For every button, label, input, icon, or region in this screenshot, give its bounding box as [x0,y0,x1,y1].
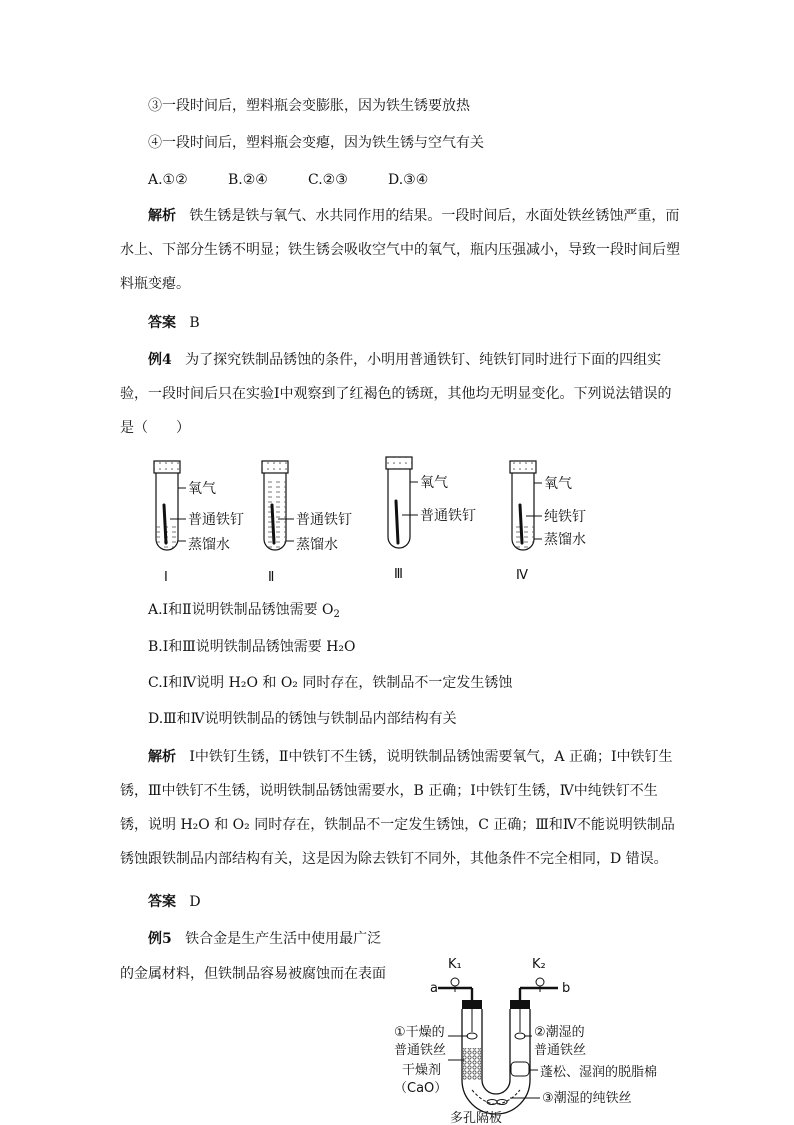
example-5-line2: 的金属材料，但铁制品容易被腐蚀而在表面 [120,966,386,982]
tube-4-roman: Ⅳ [516,568,528,583]
tube-1-roman: Ⅰ [164,570,168,585]
ex4-answer-label: 答案 [148,894,176,910]
example-5-label: 例5 [148,931,172,947]
tube-2-label-water: 蒸馏水 [296,537,338,553]
left-label-3: 干燥剂 [402,1063,442,1078]
tube-3-roman: Ⅲ [394,567,403,582]
analysis-label: 解析 [148,208,176,224]
answer-label: 答案 [148,315,176,331]
port-b-label: b [562,981,571,996]
tube-3-label-nail: 普通铁钉 [420,508,476,524]
right-label-4: ③潮湿的纯铁丝 [542,1091,632,1106]
option-b: B.②④ [228,172,268,188]
ex4-analysis-text: Ⅰ中铁钉生锈，Ⅱ中铁钉不生锈，说明铁制品锈蚀需要氧气，A 正确；Ⅰ中铁钉生锈，Ⅲ中铁钉不生锈，说明铁制品锈蚀需要水，B 正确；Ⅰ中铁钉生锈，Ⅳ中纯铁钉不生锈，说明 H₂O 和 O₂ 同时存在，铁制品不一定发生锈蚀，C 正确；Ⅲ和Ⅳ不能说明铁制品锈蚀跟铁制品内部结构有关，这是因为除去铁钉不同外，其他条件不完全相同，D 错误。 [120,749,675,867]
port-a-label: a [430,981,438,996]
option-d: D.③④ [388,172,429,188]
valve-k2-label: K₂ [532,957,546,972]
bottom-label: 多孔隔板 [450,1111,503,1125]
right-label-3: 蓬松、湿润的脱脂棉 [540,1065,658,1080]
analysis-q3 [120,199,680,301]
statement-4: ④一段时间后，塑料瓶会变瘪，因为铁生锈与空气有关 [148,135,484,151]
options-row [148,170,468,190]
tube-3 [386,457,476,582]
tube-2 [262,461,352,585]
tube-2-label-nail: 普通铁钉 [296,512,352,528]
ex4-option-d: D.Ⅲ和Ⅳ说明铁制品的锈蚀与铁制品内部结构有关 [148,711,457,727]
test-tube-figure [140,455,610,590]
example-4-text: 为了探究铁制品锈蚀的条件，小明用普通铁钉、纯铁钉同时进行下面的四组实验，一段时间后只在实验Ⅰ中观察到了红褐色的锈斑，其他均无明显变化。下列说法错误的是 [120,352,672,436]
tube-2-roman: Ⅱ [268,570,275,585]
tube-4-label-oxygen: 氧气 [544,476,572,492]
ex4-option-a-text: A.Ⅰ和Ⅱ说明铁制品锈蚀需要 O [148,602,334,618]
tube-4 [510,461,586,583]
ex4-option-a [148,600,340,620]
option-c: C.②③ [308,172,348,188]
tube-3-label-oxygen: 氧气 [420,475,448,491]
tube-1-label-oxygen: 氧气 [188,481,216,497]
ex4-option-c: C.Ⅰ和Ⅳ说明 H₂O 和 O₂ 同时存在，铁制品不一定发生锈蚀 [148,675,513,691]
u-tube-figure [392,950,682,1125]
option-a: A.①② [148,172,188,188]
ex4-analysis-label: 解析 [148,749,176,765]
right-label-2: 普通铁丝 [534,1043,587,1058]
analysis-ex4 [120,740,680,876]
right-label-1: ②潮湿的 [534,1025,585,1040]
tube-1-label-water: 蒸馏水 [188,537,230,553]
statement-3: ③一段时间后，塑料瓶会变膨胀，因为铁生锈要放热 [148,98,470,114]
ex4-option-b: B.Ⅰ和Ⅲ说明铁制品锈蚀需要 H₂O [148,639,356,655]
left-label-2: 普通铁丝 [394,1043,447,1058]
example-4-stem [120,343,680,445]
ex4-option-a-sub: 2 [333,609,340,620]
ex4-answer-value: D [189,894,201,910]
example-4-label: 例4 [148,352,172,368]
tube-1-label-nail: 普通铁钉 [188,512,244,528]
example-5-text1: 铁合金是生产生活中使用最广泛 [185,931,382,947]
answer-value: B [189,315,200,331]
tube-1 [154,461,244,585]
example-5-line1 [148,929,381,949]
left-label-4: （CaO） [394,1081,448,1096]
analysis-text: 铁生锈是铁与氧气、水共同作用的结果。一段时间后，水面处铁丝锈蚀严重，而水上、下部分生锈不明显；铁生锈会吸收空气中的氧气，瓶内压强减小，导致一段时间后塑料瓶变瘪。 [120,208,680,292]
answer-q3 [148,313,200,333]
tube-4-label-water: 蒸馏水 [544,532,586,548]
answer-ex4 [148,892,201,912]
answer-blank: （ ） [134,420,190,436]
left-label-1: ①干燥的 [394,1025,445,1040]
tube-4-label-nail: 纯铁钉 [544,509,586,525]
valve-k1-label: K₁ [448,957,462,972]
